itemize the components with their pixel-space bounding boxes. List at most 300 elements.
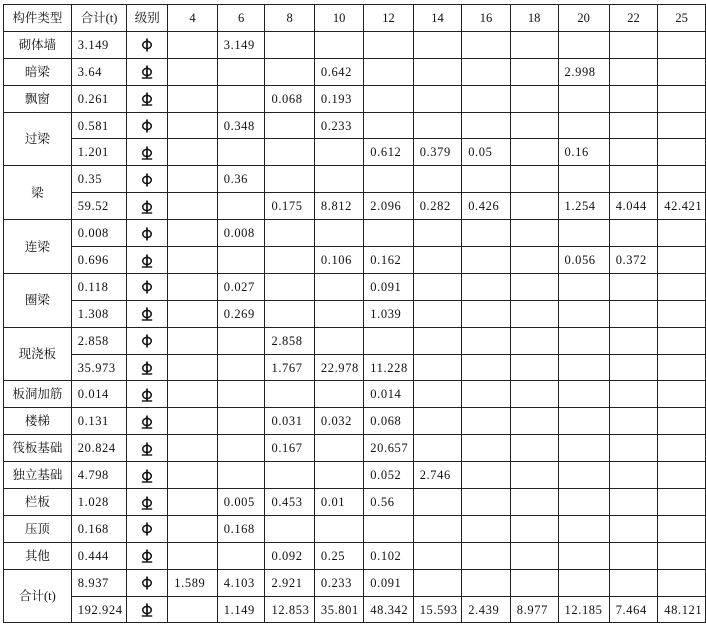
table-row bbox=[4, 408, 706, 435]
cell-dia-4 bbox=[168, 58, 217, 85]
header-dia-8: 8 bbox=[265, 5, 314, 32]
phi-bar-icon bbox=[141, 200, 153, 214]
cell-dia-16 bbox=[462, 354, 511, 381]
cell-dia-18 bbox=[510, 112, 558, 139]
cell-dia-12: 0.068 bbox=[364, 408, 413, 435]
cell-dia-20 bbox=[558, 85, 609, 112]
table-row bbox=[4, 462, 706, 489]
cell-dia-12 bbox=[364, 515, 413, 542]
row-total: 0.008 bbox=[71, 220, 127, 247]
cell-dia-16 bbox=[462, 327, 511, 354]
phi-bar-icon bbox=[141, 307, 153, 321]
cell-dia-10 bbox=[314, 381, 363, 408]
row-grade bbox=[127, 354, 168, 381]
cell-dia-4 bbox=[168, 247, 217, 274]
cell-dia-8: 0.092 bbox=[265, 542, 314, 569]
cell-dia-25 bbox=[658, 58, 706, 85]
cell-dia-22 bbox=[609, 489, 658, 516]
cell-dia-20 bbox=[558, 327, 609, 354]
cell-dia-22 bbox=[609, 435, 658, 462]
cell-dia-22 bbox=[609, 139, 658, 166]
cell-dia-8: 0.175 bbox=[265, 193, 314, 220]
cell-dia-12: 0.091 bbox=[364, 273, 413, 300]
row-grade bbox=[127, 220, 168, 247]
cell-dia-18 bbox=[510, 247, 558, 274]
table-body bbox=[4, 31, 706, 623]
phi-bar-icon bbox=[141, 496, 153, 510]
row-type-label: 连梁 bbox=[4, 220, 72, 274]
cell-dia-12 bbox=[364, 220, 413, 247]
cell-dia-18 bbox=[510, 354, 558, 381]
cell-dia-14 bbox=[413, 569, 462, 596]
cell-dia-4 bbox=[168, 489, 217, 516]
phi-icon bbox=[141, 119, 153, 133]
phi-icon bbox=[141, 227, 153, 241]
cell-dia-12: 2.096 bbox=[364, 193, 413, 220]
cell-dia-18 bbox=[510, 381, 558, 408]
cell-dia-20 bbox=[558, 569, 609, 596]
cell-dia-22 bbox=[609, 220, 658, 247]
cell-dia-25 bbox=[658, 31, 706, 58]
cell-dia-25 bbox=[658, 354, 706, 381]
cell-dia-10 bbox=[314, 300, 363, 327]
row-total: 59.52 bbox=[71, 193, 127, 220]
cell-dia-14: 15.593 bbox=[413, 596, 462, 623]
row-total: 20.824 bbox=[71, 435, 127, 462]
cell-dia-12: 48.342 bbox=[364, 596, 413, 623]
phi-bar-icon bbox=[141, 388, 153, 402]
cell-dia-16 bbox=[462, 273, 511, 300]
cell-dia-16 bbox=[462, 31, 511, 58]
cell-dia-22: 0.372 bbox=[609, 247, 658, 274]
cell-dia-4 bbox=[168, 31, 217, 58]
row-total: 4.798 bbox=[71, 462, 127, 489]
cell-dia-6 bbox=[217, 408, 265, 435]
cell-dia-22: 4.044 bbox=[609, 193, 658, 220]
row-type-label: 飘窗 bbox=[4, 85, 72, 112]
row-grade bbox=[127, 247, 168, 274]
cell-dia-10: 0.01 bbox=[314, 489, 363, 516]
table-row bbox=[4, 31, 706, 58]
row-grade bbox=[127, 381, 168, 408]
cell-dia-8 bbox=[265, 462, 314, 489]
cell-dia-10: 22.978 bbox=[314, 354, 363, 381]
cell-dia-4 bbox=[168, 515, 217, 542]
cell-dia-25 bbox=[658, 489, 706, 516]
table-row bbox=[4, 220, 706, 247]
cell-dia-12: 0.162 bbox=[364, 247, 413, 274]
cell-dia-8 bbox=[265, 58, 314, 85]
row-type-label: 筏板基础 bbox=[4, 435, 72, 462]
cell-dia-12 bbox=[364, 31, 413, 58]
cell-dia-4 bbox=[168, 327, 217, 354]
cell-dia-8 bbox=[265, 381, 314, 408]
cell-dia-12 bbox=[364, 327, 413, 354]
cell-dia-10: 0.032 bbox=[314, 408, 363, 435]
header-total: 合计(t) bbox=[71, 5, 127, 32]
cell-dia-20: 1.254 bbox=[558, 193, 609, 220]
cell-dia-12: 0.091 bbox=[364, 569, 413, 596]
table-row bbox=[4, 569, 706, 596]
table-header bbox=[4, 5, 706, 32]
cell-dia-18 bbox=[510, 300, 558, 327]
cell-dia-4 bbox=[168, 408, 217, 435]
cell-dia-25 bbox=[658, 327, 706, 354]
phi-icon bbox=[141, 522, 153, 536]
cell-dia-14 bbox=[413, 220, 462, 247]
cell-dia-12 bbox=[364, 166, 413, 193]
row-grade bbox=[127, 139, 168, 166]
cell-dia-18 bbox=[510, 435, 558, 462]
cell-dia-22 bbox=[609, 381, 658, 408]
cell-dia-16 bbox=[462, 542, 511, 569]
cell-dia-8 bbox=[265, 300, 314, 327]
cell-dia-6 bbox=[217, 139, 265, 166]
cell-dia-20 bbox=[558, 542, 609, 569]
phi-icon bbox=[141, 173, 153, 187]
row-type-label: 其他 bbox=[4, 542, 72, 569]
row-grade bbox=[127, 408, 168, 435]
row-grade bbox=[127, 193, 168, 220]
cell-dia-16 bbox=[462, 166, 511, 193]
header-dia-6: 6 bbox=[217, 5, 265, 32]
cell-dia-25 bbox=[658, 435, 706, 462]
cell-dia-4 bbox=[168, 166, 217, 193]
cell-dia-20 bbox=[558, 381, 609, 408]
cell-dia-25 bbox=[658, 300, 706, 327]
cell-dia-18 bbox=[510, 273, 558, 300]
cell-dia-8: 0.453 bbox=[265, 489, 314, 516]
cell-dia-6: 0.027 bbox=[217, 273, 265, 300]
cell-dia-25 bbox=[658, 166, 706, 193]
row-grade bbox=[127, 596, 168, 623]
cell-dia-4 bbox=[168, 596, 217, 623]
header-row bbox=[4, 5, 706, 32]
cell-dia-6: 1.149 bbox=[217, 596, 265, 623]
cell-dia-12: 0.052 bbox=[364, 462, 413, 489]
cell-dia-22 bbox=[609, 462, 658, 489]
cell-dia-18 bbox=[510, 489, 558, 516]
row-total: 0.131 bbox=[71, 408, 127, 435]
cell-dia-18 bbox=[510, 542, 558, 569]
cell-dia-16 bbox=[462, 220, 511, 247]
row-grade bbox=[127, 542, 168, 569]
table-row bbox=[4, 489, 706, 516]
cell-dia-4 bbox=[168, 220, 217, 247]
row-type-label: 板洞加筋 bbox=[4, 381, 72, 408]
cell-dia-8: 0.167 bbox=[265, 435, 314, 462]
cell-dia-22 bbox=[609, 354, 658, 381]
cell-dia-16: 2.439 bbox=[462, 596, 511, 623]
row-grade bbox=[127, 112, 168, 139]
cell-dia-10 bbox=[314, 166, 363, 193]
cell-dia-6 bbox=[217, 462, 265, 489]
cell-dia-16 bbox=[462, 300, 511, 327]
row-type-label: 砌体墙 bbox=[4, 31, 72, 58]
row-type-label: 压顶 bbox=[4, 515, 72, 542]
cell-dia-22 bbox=[609, 273, 658, 300]
row-total: 0.014 bbox=[71, 381, 127, 408]
table-row bbox=[4, 381, 706, 408]
cell-dia-6 bbox=[217, 327, 265, 354]
cell-dia-25 bbox=[658, 569, 706, 596]
cell-dia-25 bbox=[658, 515, 706, 542]
table-row bbox=[4, 112, 706, 139]
cell-dia-12 bbox=[364, 85, 413, 112]
cell-dia-8 bbox=[265, 139, 314, 166]
cell-dia-12: 1.039 bbox=[364, 300, 413, 327]
table-row bbox=[4, 542, 706, 569]
cell-dia-10: 0.193 bbox=[314, 85, 363, 112]
row-grade bbox=[127, 300, 168, 327]
row-type-label: 现浇板 bbox=[4, 327, 72, 381]
row-grade bbox=[127, 489, 168, 516]
row-total: 1.201 bbox=[71, 139, 127, 166]
cell-dia-18: 8.977 bbox=[510, 596, 558, 623]
row-total: 192.924 bbox=[71, 596, 127, 623]
cell-dia-12: 0.612 bbox=[364, 139, 413, 166]
table-row bbox=[4, 193, 706, 220]
cell-dia-6 bbox=[217, 381, 265, 408]
cell-dia-10 bbox=[314, 139, 363, 166]
row-total: 8.937 bbox=[71, 569, 127, 596]
cell-dia-4 bbox=[168, 139, 217, 166]
cell-dia-10: 35.801 bbox=[314, 596, 363, 623]
row-grade bbox=[127, 166, 168, 193]
phi-bar-icon bbox=[141, 603, 153, 617]
cell-dia-18 bbox=[510, 408, 558, 435]
cell-dia-20: 2.998 bbox=[558, 58, 609, 85]
cell-dia-18 bbox=[510, 166, 558, 193]
cell-dia-20 bbox=[558, 408, 609, 435]
cell-dia-25 bbox=[658, 247, 706, 274]
cell-dia-4 bbox=[168, 85, 217, 112]
cell-dia-14 bbox=[413, 408, 462, 435]
cell-dia-4 bbox=[168, 273, 217, 300]
row-total: 0.168 bbox=[71, 515, 127, 542]
cell-dia-25 bbox=[658, 273, 706, 300]
table-row bbox=[4, 58, 706, 85]
cell-dia-6: 0.168 bbox=[217, 515, 265, 542]
cell-dia-22 bbox=[609, 327, 658, 354]
cell-dia-20 bbox=[558, 300, 609, 327]
cell-dia-14 bbox=[413, 300, 462, 327]
cell-dia-6: 0.348 bbox=[217, 112, 265, 139]
cell-dia-22 bbox=[609, 31, 658, 58]
cell-dia-8: 12.853 bbox=[265, 596, 314, 623]
cell-dia-20 bbox=[558, 515, 609, 542]
cell-dia-14 bbox=[413, 247, 462, 274]
cell-dia-4 bbox=[168, 193, 217, 220]
cell-dia-6: 0.005 bbox=[217, 489, 265, 516]
cell-dia-8: 2.858 bbox=[265, 327, 314, 354]
cell-dia-18 bbox=[510, 193, 558, 220]
cell-dia-14 bbox=[413, 515, 462, 542]
cell-dia-6 bbox=[217, 193, 265, 220]
row-total: 0.35 bbox=[71, 166, 127, 193]
cell-dia-10 bbox=[314, 220, 363, 247]
cell-dia-12: 0.56 bbox=[364, 489, 413, 516]
table-row bbox=[4, 515, 706, 542]
header-dia-12: 12 bbox=[364, 5, 413, 32]
cell-dia-10 bbox=[314, 462, 363, 489]
cell-dia-12 bbox=[364, 112, 413, 139]
row-total: 3.64 bbox=[71, 58, 127, 85]
cell-dia-12: 20.657 bbox=[364, 435, 413, 462]
cell-dia-14 bbox=[413, 58, 462, 85]
header-dia-14: 14 bbox=[413, 5, 462, 32]
header-type: 构件类型 bbox=[4, 5, 72, 32]
cell-dia-25 bbox=[658, 462, 706, 489]
phi-bar-icon bbox=[141, 549, 153, 563]
row-type-label: 暗梁 bbox=[4, 58, 72, 85]
row-type-label: 梁 bbox=[4, 166, 72, 220]
phi-icon bbox=[141, 38, 153, 52]
cell-dia-20 bbox=[558, 112, 609, 139]
cell-dia-14 bbox=[413, 489, 462, 516]
cell-dia-6 bbox=[217, 435, 265, 462]
row-grade bbox=[127, 462, 168, 489]
row-total: 0.696 bbox=[71, 247, 127, 274]
table-row bbox=[4, 247, 706, 274]
cell-dia-6 bbox=[217, 542, 265, 569]
cell-dia-22 bbox=[609, 300, 658, 327]
cell-dia-20 bbox=[558, 220, 609, 247]
cell-dia-20 bbox=[558, 166, 609, 193]
header-dia-18: 18 bbox=[510, 5, 558, 32]
table-row bbox=[4, 327, 706, 354]
cell-dia-16 bbox=[462, 58, 511, 85]
cell-dia-20: 0.16 bbox=[558, 139, 609, 166]
row-total: 2.858 bbox=[71, 327, 127, 354]
cell-dia-16 bbox=[462, 462, 511, 489]
cell-dia-6: 0.36 bbox=[217, 166, 265, 193]
table-row bbox=[4, 139, 706, 166]
cell-dia-10: 0.233 bbox=[314, 112, 363, 139]
cell-dia-12: 0.102 bbox=[364, 542, 413, 569]
table-row bbox=[4, 300, 706, 327]
row-total: 35.973 bbox=[71, 354, 127, 381]
header-dia-4: 4 bbox=[168, 5, 217, 32]
rebar-summary-document bbox=[3, 4, 706, 623]
cell-dia-10 bbox=[314, 435, 363, 462]
cell-dia-6: 0.269 bbox=[217, 300, 265, 327]
row-type-label: 栏板 bbox=[4, 489, 72, 516]
cell-dia-8 bbox=[265, 273, 314, 300]
cell-dia-22 bbox=[609, 408, 658, 435]
cell-dia-14: 0.379 bbox=[413, 139, 462, 166]
cell-dia-20 bbox=[558, 435, 609, 462]
cell-dia-10 bbox=[314, 273, 363, 300]
row-grade bbox=[127, 327, 168, 354]
cell-dia-25 bbox=[658, 381, 706, 408]
cell-dia-18 bbox=[510, 139, 558, 166]
rebar-summary-table bbox=[3, 4, 706, 623]
row-type-label: 合计(t) bbox=[4, 569, 72, 623]
cell-dia-20 bbox=[558, 489, 609, 516]
phi-bar-icon bbox=[141, 415, 153, 429]
phi-bar-icon bbox=[141, 254, 153, 268]
cell-dia-4 bbox=[168, 381, 217, 408]
cell-dia-6: 4.103 bbox=[217, 569, 265, 596]
cell-dia-18 bbox=[510, 569, 558, 596]
cell-dia-8 bbox=[265, 515, 314, 542]
header-grade: 级别 bbox=[127, 5, 168, 32]
cell-dia-4 bbox=[168, 354, 217, 381]
table-row bbox=[4, 435, 706, 462]
cell-dia-25 bbox=[658, 85, 706, 112]
phi-icon bbox=[141, 576, 153, 590]
phi-icon bbox=[141, 334, 153, 348]
cell-dia-6 bbox=[217, 58, 265, 85]
cell-dia-16: 0.426 bbox=[462, 193, 511, 220]
cell-dia-4: 1.589 bbox=[168, 569, 217, 596]
row-total: 0.444 bbox=[71, 542, 127, 569]
cell-dia-8: 0.031 bbox=[265, 408, 314, 435]
header-dia-16: 16 bbox=[462, 5, 511, 32]
cell-dia-10: 0.233 bbox=[314, 569, 363, 596]
cell-dia-14 bbox=[413, 381, 462, 408]
cell-dia-18 bbox=[510, 31, 558, 58]
cell-dia-20 bbox=[558, 462, 609, 489]
cell-dia-4 bbox=[168, 300, 217, 327]
cell-dia-18 bbox=[510, 327, 558, 354]
cell-dia-16 bbox=[462, 408, 511, 435]
phi-bar-icon bbox=[141, 146, 153, 160]
cell-dia-20: 12.185 bbox=[558, 596, 609, 623]
cell-dia-8 bbox=[265, 247, 314, 274]
cell-dia-10: 0.25 bbox=[314, 542, 363, 569]
table-row bbox=[4, 85, 706, 112]
row-grade bbox=[127, 31, 168, 58]
phi-bar-icon bbox=[141, 442, 153, 456]
cell-dia-25 bbox=[658, 408, 706, 435]
cell-dia-20 bbox=[558, 273, 609, 300]
cell-dia-14 bbox=[413, 354, 462, 381]
cell-dia-10: 0.642 bbox=[314, 58, 363, 85]
cell-dia-14 bbox=[413, 273, 462, 300]
cell-dia-8 bbox=[265, 112, 314, 139]
header-dia-22: 22 bbox=[609, 5, 658, 32]
row-total: 3.149 bbox=[71, 31, 127, 58]
cell-dia-22 bbox=[609, 569, 658, 596]
cell-dia-8: 1.767 bbox=[265, 354, 314, 381]
cell-dia-12: 11.228 bbox=[364, 354, 413, 381]
cell-dia-22 bbox=[609, 85, 658, 112]
cell-dia-4 bbox=[168, 462, 217, 489]
cell-dia-25: 48.121 bbox=[658, 596, 706, 623]
cell-dia-6 bbox=[217, 354, 265, 381]
cell-dia-20: 0.056 bbox=[558, 247, 609, 274]
phi-bar-icon bbox=[141, 92, 153, 106]
cell-dia-22 bbox=[609, 542, 658, 569]
table-row bbox=[4, 354, 706, 381]
cell-dia-4 bbox=[168, 435, 217, 462]
cell-dia-4 bbox=[168, 112, 217, 139]
cell-dia-12: 0.014 bbox=[364, 381, 413, 408]
cell-dia-22 bbox=[609, 112, 658, 139]
row-grade bbox=[127, 435, 168, 462]
phi-bar-icon bbox=[141, 469, 153, 483]
table-row bbox=[4, 273, 706, 300]
cell-dia-22: 7.464 bbox=[609, 596, 658, 623]
cell-dia-10 bbox=[314, 515, 363, 542]
phi-icon bbox=[141, 280, 153, 294]
cell-dia-25: 42.421 bbox=[658, 193, 706, 220]
cell-dia-10: 8.812 bbox=[314, 193, 363, 220]
cell-dia-12 bbox=[364, 58, 413, 85]
cell-dia-8 bbox=[265, 220, 314, 247]
